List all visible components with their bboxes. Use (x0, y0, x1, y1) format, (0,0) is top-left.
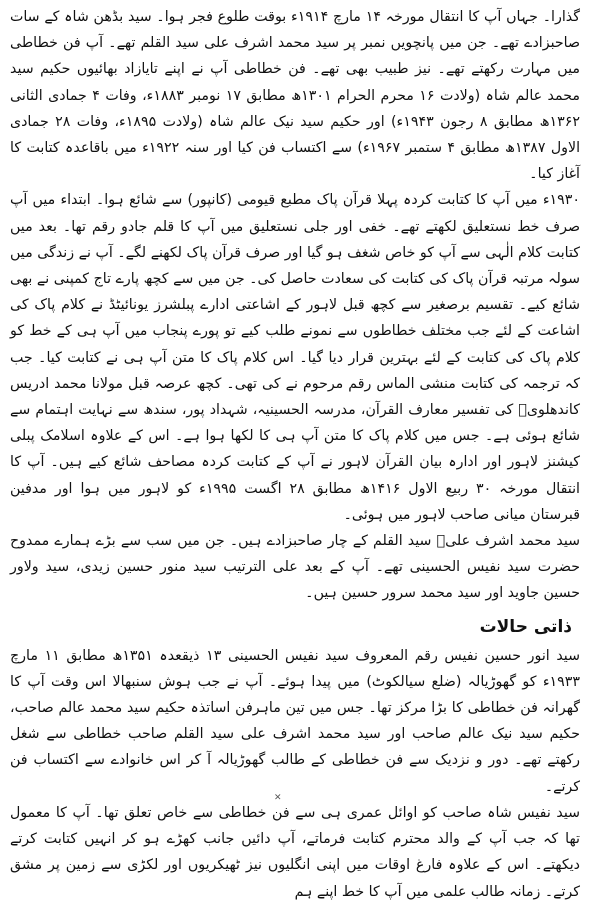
text-block-bottom (10, 643, 580, 905)
paragraph-3: سید محمد اشرف علیؒ سید القلم کے چار صاحبزادے ہیں۔ جن میں سب سے بڑے ہمارے ممدوح حضرت سید نفیس الحسینی تھے۔ آپ کے بعد علی الترتیب سید منور حسین زیدی، سید ولاور حسین جاوید اور سید محمد سرور حسین ہیں۔ (10, 533, 580, 602)
stray-mark-icon: ✕ (274, 793, 282, 803)
paragraph-5: سید نفیس شاہ صاحب کو اوائل عمری ہی سے فن خطاطی سے خاص تعلق تھا۔ آپ کا معمول تھا کہ جب آپ کے والد محترم کتابت فرماتے، آپ دائیں جانب کھڑے ہو کر انہیں کتابت کرتے دیکھتے۔ اس کے علاوہ فارغ اوقات میں اپنی انگلیوں نیز ٹھیکریوں اور لکڑی سے زمین پر مشق کرتے۔ زمانہ طالب علمی میں آپ کا خط اپنے ہم (10, 804, 580, 900)
paragraph-2: ۱۹۳۰ء میں آپ کا کتابت کردہ پہلا قرآن پاک مطبع قیومی (کانپور) سے شائع ہوا۔ ابتداء میں آپ صرف خط نستعلیق لکھتے تھے۔ خفی اور جلی نستعلیق میں آپ کا قلم جادو رقم تھا۔ بعد میں کتابت کلام الٰہی سے آپ کو خاص شغف ہو گیا اور صرف قرآن پاک لکھنے لگے۔ آپ نے زندگی میں سولہ مرتبہ قرآن پاک کی کتابت کی سعادت حاصل کی۔ جن میں سے کچھ پارے تاج کمپنی نے بھی شائع کیے۔ تقسیم برصغیر سے کچھ قبل لاہور کے اشاعتی ادارے پبلشرز یونائیٹڈ نے کلام پاک کی اشاعت کے لئے جب مختلف خطاطوں سے نمونے طلب کیے تو پورے پنجاب میں آپ ہی کے خط کو کلام پاک کی کتابت کے لئے بہترین قرار دیا گیا۔ اس کلام پاک کا متن آپ ہی نے کتابت کیا۔ جب کہ ترجمہ کی کتابت منشی الماس رقم مرحوم نے کی تھی۔ کچھ عرصہ قبل مولانا محمد ادریس کاندھلویؒ کی تفسیر معارف القرآن، مدرسہ الحسینیہ، شہداد پور، سندھ سے نہایت اہتمام سے شائع ہوئی ہے۔ جس میں کلام پاک کا متن آپ ہی کا لکھا ہوا ہے۔ اس کے علاوہ اسلامک پبلی کیشنز لاہور اور ادارہ بیان القرآن لاہور نے آپ کے کتابت کردہ مصاحف شائع کیے ہیں۔ آپ کا انتقال مورخہ ۳۰ ربیع الاول ۱۴۱۶ھ مطابق ۲۸ اگست ۱۹۹۵ء کو لاہور میں ہوا اور مدفین قبرستان میانی صاحب لاہور میں ہوئی۔ (10, 192, 580, 523)
section-heading: ذاتی حالات (479, 616, 572, 637)
paragraph-4: سید انور حسین نفیس رقم المعروف سید نفیس الحسینی ۱۳ ذیقعدہ ۱۳۵۱ھ مطابق ۱۱ مارچ ۱۹۳۳ء کو گھوڑیالہ (ضلع سیالکوٹ) میں پیدا ہوئے۔ آپ نے جب ہوش سنبھالا اس وقت آپ کا گھرانہ فن خطاطی کا بڑا مرکز تھا۔ جس میں تین ماہرفن اساتذہ حکیم سید محمد عالم صاحب، حکیم سید نیک عالم صاحب اور سید محمد اشرف علی سید القلم صاحب خطاطی سے شغل رکھتے تھے۔ دور و نزدیک سے فن خطاطی کے طالب گھوڑیالہ آ کر اس خانوادے سے اکتساب فن کرتے۔ (10, 647, 580, 795)
paragraph-1: گذارا۔ جہاں آپ کا انتقال مورخہ ۱۴ مارچ ۱۹۱۴ء بوقت طلوع فجر ہوا۔ سید بڈھن شاہ کے سات صاحبزادے تھے۔ جن میں پانچویں نمبر پر سید محمد اشرف علی سید القلم تھے۔ آپ فن خطاطی میں مہارت رکھتے تھے۔ نیز طبیب بھی تھے۔ فن خطاطی آپ نے اپنے تایازاد بھائیوں حکیم سید محمد عالم شاہ (ولادت ۱۶ محرم الحرام ۱۳۰۱ھ مطابق ۱۷ نومبر ۱۸۸۳ء، وفات ۴ جمادی الثانی ۱۳۶۲ھ مطابق ۸ رجون ۱۹۴۳ء) اور حکیم سید نیک عالم شاہ (ولادت ۱۸۹۵ء، وفات ۲۸ جمادی الاول ۱۳۸۷ھ مطابق ۴ ستمبر ۱۹۶۷ء) سے اکتساب فن کیا اور سنہ ۱۹۲۲ء میں باقاعدہ کتابت کا آغاز کیا۔ (10, 9, 581, 183)
text-block-top (10, 4, 580, 607)
